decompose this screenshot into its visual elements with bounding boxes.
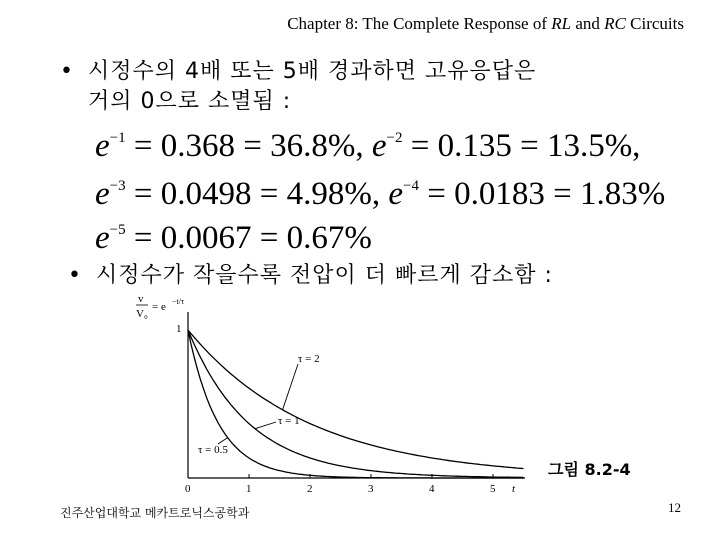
- curve-label-pointer: [283, 364, 298, 410]
- header-rl: RL: [551, 14, 572, 33]
- eq-exponent: −3: [109, 178, 126, 194]
- bullet-text: 시정수가 작을수록 전압이 더 빠르게 감소함 :: [96, 263, 553, 288]
- equation-row-3: [95, 220, 372, 257]
- eq-base: e: [95, 220, 110, 256]
- footer-department: 진주산업대학교 메카트로닉스공학과: [60, 506, 250, 520]
- eq-value: = 0.0067 = 0.67%: [125, 220, 372, 256]
- y-label-v: v: [138, 293, 144, 305]
- header-suffix: Circuits: [625, 14, 684, 33]
- equation-row-2: [95, 176, 665, 213]
- eq-exponent: −5: [109, 222, 126, 238]
- x-tick-label: 4: [429, 483, 435, 495]
- eq-base: e: [388, 176, 403, 212]
- curve-label: τ = 0.5: [198, 444, 228, 456]
- eq-value: = 0.0183 = 1.83%: [418, 176, 666, 212]
- eq-value: = 0.368 = 36.8%,: [125, 128, 372, 164]
- eq-exponent: −4: [403, 178, 419, 194]
- bullet-dot: •: [68, 263, 81, 288]
- header-rc: RC: [604, 14, 626, 33]
- chapter-header: [287, 14, 684, 34]
- curve-label-pointer: [255, 422, 276, 429]
- y-label-equals-e: = e: [152, 301, 166, 313]
- curve-label: τ = 1: [278, 415, 300, 427]
- eq-base: e: [371, 128, 387, 164]
- curve-label: τ = 2: [298, 353, 320, 365]
- decay-curves-figure: [130, 292, 540, 504]
- x-tick-label: 1: [246, 483, 252, 495]
- header-mid: and: [571, 14, 605, 33]
- decay-curve-tau-0_5: [188, 330, 524, 478]
- page-number: 12: [668, 500, 681, 515]
- bullet-text-line1: 시정수의 4배 또는 5배 경과하면 고유응답은: [88, 59, 537, 84]
- eq-base: e: [95, 176, 110, 212]
- y-label-exponent: −t/τ: [172, 297, 185, 306]
- eq-exponent: −2: [386, 130, 403, 146]
- header-prefix: Chapter 8: The Complete Response of: [287, 14, 552, 33]
- x-tick-label: 2: [307, 483, 313, 495]
- x-tick-label: 0: [185, 483, 191, 495]
- eq-value: = 0.135 = 13.5%,: [402, 128, 641, 164]
- figure-caption: 그림 8.2-4: [548, 460, 631, 479]
- decay-curve-tau-2: [188, 330, 524, 469]
- x-tick-label: 5: [490, 483, 496, 495]
- eq-value: = 0.0498 = 4.98%,: [125, 176, 389, 212]
- x-tick-label: 3: [368, 483, 374, 495]
- bullet-dot: •: [60, 59, 73, 84]
- bullet-text-line2: 거의 0으로 소멸됨 :: [88, 89, 292, 114]
- eq-exponent: −1: [109, 130, 126, 146]
- decay-curve-tau-1: [188, 330, 524, 477]
- eq-base: e: [95, 128, 110, 164]
- x-axis-label: t: [512, 483, 516, 495]
- equation-row-1: [95, 128, 640, 165]
- y-tick-1: 1: [176, 323, 182, 335]
- y-label-v0: V₀: [136, 308, 148, 320]
